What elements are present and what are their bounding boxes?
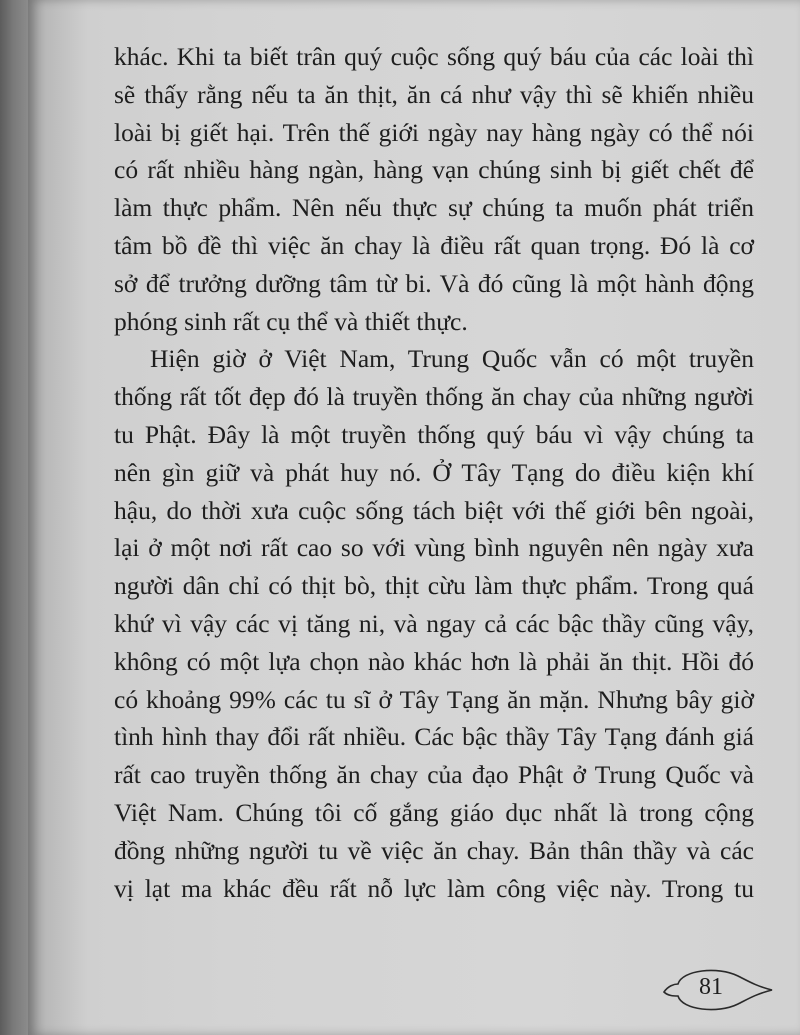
book-page <box>28 0 800 1035</box>
text-line: người dân chỉ có thịt bò, thịt cừu làm thực phẩm. Trong quá <box>114 571 754 601</box>
text-line: khứ vì vậy các vị tăng ni, và ngay cả các bậc thầy cũng vậy, <box>114 608 754 638</box>
text-line: nên gìn giữ và phát huy nó. Ở Tây Tạng do điều kiện khí <box>114 457 754 487</box>
text-line: có khoảng 99% các tu sĩ ở Tây Tạng ăn mặn. Nhưng bây giờ <box>114 684 754 714</box>
body-text <box>114 38 754 907</box>
text-line: sẽ thấy rằng nếu ta ăn thịt, ăn cá như vậy thì sẽ khiến nhiều <box>114 79 754 109</box>
text-line: tình hình thay đổi rất nhiều. Các bậc thầy Tây Tạng đánh giá <box>114 722 754 752</box>
text-line: không có một lựa chọn nào khác hơn là phải ăn thịt. Hồi đó <box>114 646 754 676</box>
text-line: đồng những người tu về việc ăn chay. Bản thân thầy và các <box>114 835 754 865</box>
book-spine-shadow <box>0 0 30 1035</box>
text-line: Hiện giờ ở Việt Nam, Trung Quốc vẫn có một truyền <box>150 344 754 374</box>
page-number-leaf <box>658 962 778 1018</box>
text-line: hậu, do thời xưa cuộc sống tách biệt với thế giới bên ngoài, <box>114 495 754 525</box>
text-line: thống rất tốt đẹp đó là truyền thống ăn chay của những người <box>114 382 754 412</box>
page-number: 81 <box>699 974 723 1000</box>
text-line: lại ở một nơi rất cao so với vùng bình nguyên nên ngày xưa <box>114 533 754 563</box>
text-line: Việt Nam. Chúng tôi cố gắng giáo dục nhất là trong cộng <box>114 797 754 827</box>
text-line: làm thực phẩm. Nên nếu thực sự chúng ta muốn phát triển <box>114 193 754 223</box>
text-line: vị lạt ma khác đều rất nỗ lực làm công việc này. Trong tu <box>114 873 754 903</box>
text-line: loài bị giết hại. Trên thế giới ngày nay hàng ngày có thể nói <box>114 117 754 147</box>
text-line: có rất nhiều hàng ngàn, hàng vạn chúng sinh bị giết chết để <box>114 155 754 185</box>
paragraph-1 <box>114 38 754 340</box>
text-line: tâm bồ đề thì việc ăn chay là điều rất quan trọng. Đó là cơ <box>114 230 754 260</box>
text-line: sở để trưởng dưỡng tâm từ bi. Và đó cũng là một hành động <box>114 268 754 298</box>
text-line: khác. Khi ta biết trân quý cuộc sống quý báu của các loài thì <box>114 42 754 71</box>
text-line: rất cao truyền thống ăn chay của đạo Phật ở Trung Quốc và <box>114 760 754 790</box>
text-line: phóng sinh rất cụ thể và thiết thực. <box>114 306 468 336</box>
text-line: tu Phật. Đây là một truyền thống quý báu vì vậy chúng ta <box>114 419 754 449</box>
paragraph-2 <box>114 340 754 907</box>
